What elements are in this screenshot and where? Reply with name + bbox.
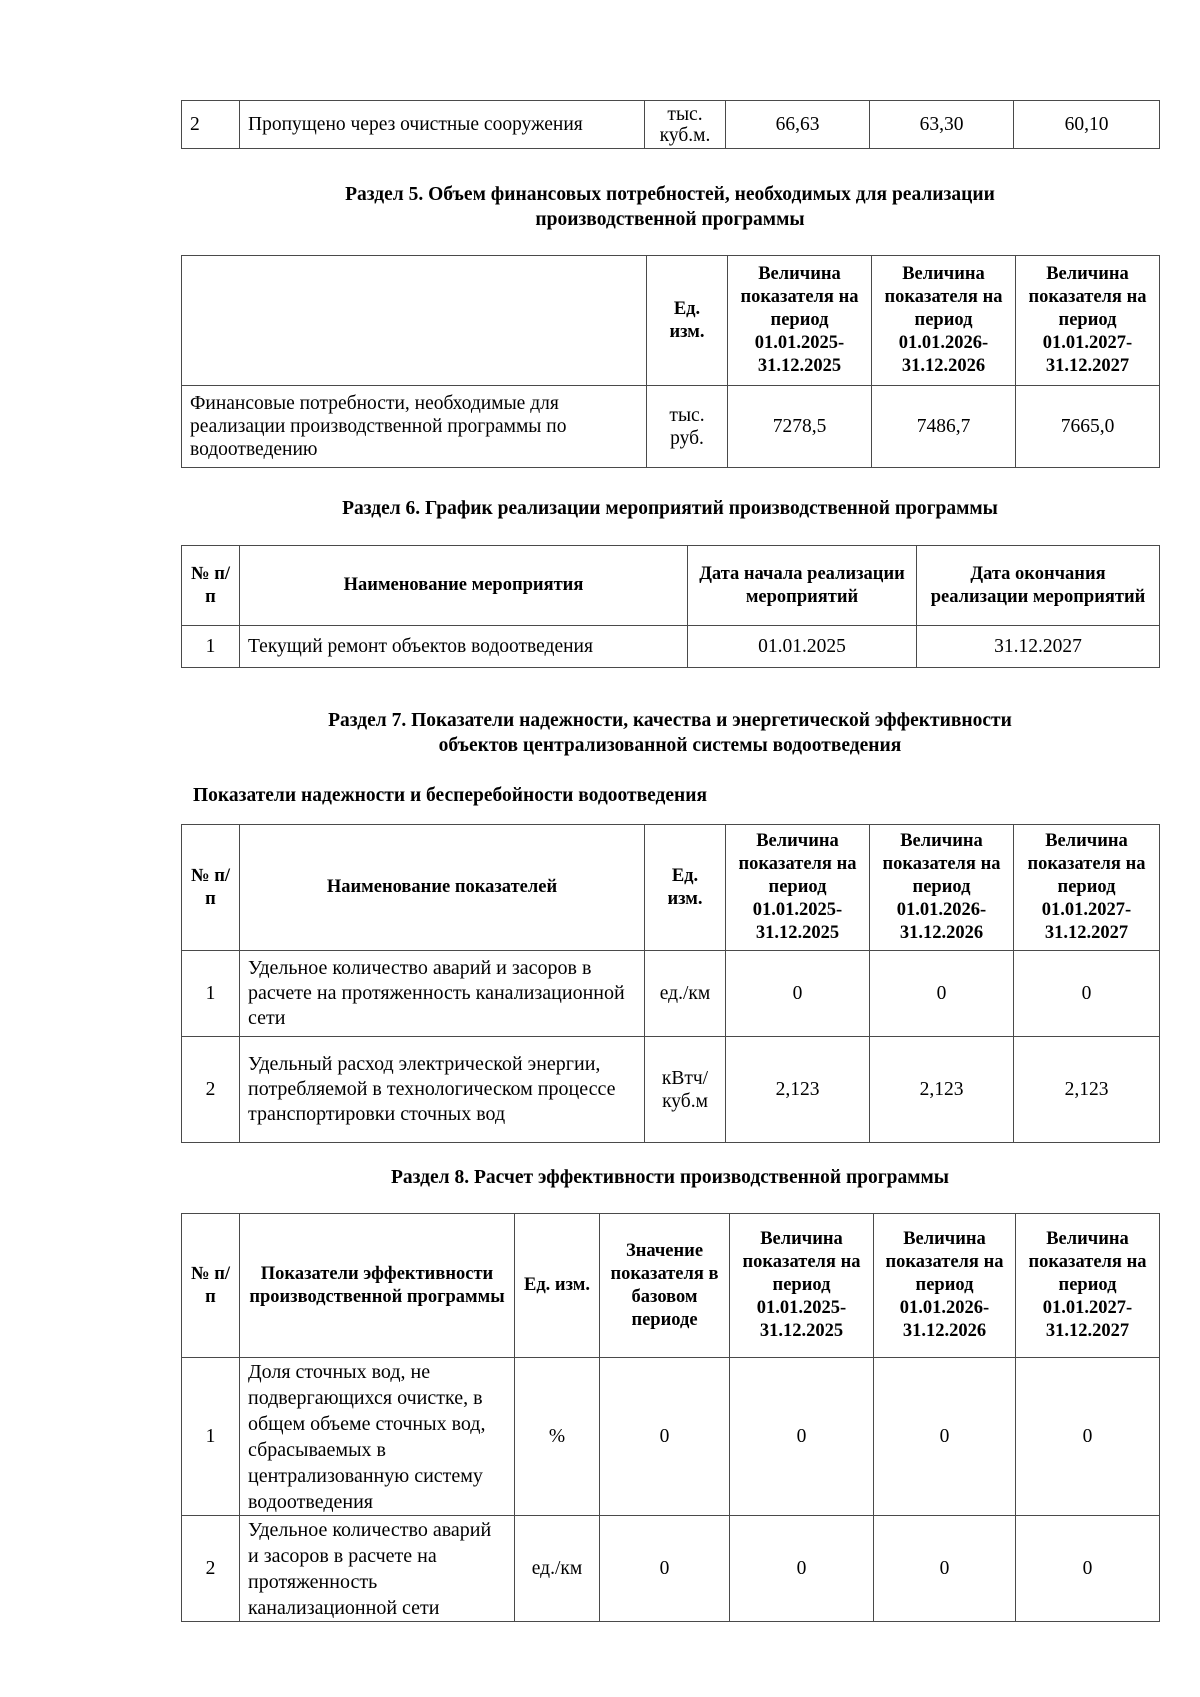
header-period-2025: Величина показателя на период 01.01.2025-31.12.2025 <box>728 256 872 386</box>
section5-title-line1: Раздел 5. Объем финансовых потребностей, необходимых для реализации <box>345 184 995 205</box>
section7-title <box>181 708 1159 758</box>
value-2027: 60,10 <box>1014 101 1160 149</box>
section8-table <box>181 1213 1160 1622</box>
table-row <box>182 951 1160 1037</box>
table-row <box>182 386 1160 468</box>
indicator-name: Доля сточных вод, не подвергающихся очистке, в общем объеме сточных вод, сбрасываемых в централизованную систему водоотведения <box>240 1358 515 1516</box>
table-row <box>182 101 1160 149</box>
unit-cell: кВтч/ куб.м <box>645 1037 726 1143</box>
unit-cell: ед./км <box>645 951 726 1037</box>
value-2027: 0 <box>1014 951 1160 1037</box>
header-indicator-name: Показатели эффективности производственной программы <box>240 1214 515 1358</box>
table-header-row <box>182 546 1160 626</box>
value-2027: 7665,0 <box>1016 386 1160 468</box>
value-2025: 66,63 <box>726 101 870 149</box>
unit-cell: тыс. руб. <box>647 386 728 468</box>
event-name: Текущий ремонт объектов водоотведения <box>240 626 688 668</box>
row-number: 1 <box>182 951 240 1037</box>
value-2025: 7278,5 <box>728 386 872 468</box>
section6-title: Раздел 6. График реализации мероприятий производственной программы <box>342 498 998 519</box>
header-indicator-name: Наименование показателей <box>240 825 645 951</box>
previous-table <box>181 100 1160 149</box>
header-period-2027: Величина показателя на период 01.01.2027-31.12.2027 <box>1016 1214 1160 1358</box>
header-base-value: Значение показателя в базовом периоде <box>600 1214 730 1358</box>
indicator-name: Удельный расход электрической энергии, потребляемой в технологическом процессе транспортировки сточных вод <box>240 1037 645 1143</box>
indicator-name: Финансовые потребности, необходимые для реализации производственной программы по водоотведению <box>182 386 647 468</box>
header-number: № п/п <box>182 546 240 626</box>
value-2025: 2,123 <box>726 1037 870 1143</box>
start-date: 01.01.2025 <box>688 626 917 668</box>
header-event-name: Наименование мероприятия <box>240 546 688 626</box>
table-header-row <box>182 256 1160 386</box>
section7-title-line1: Раздел 7. Показатели надежности, качества и энергетической эффективности <box>328 710 1012 731</box>
table-row <box>182 1037 1160 1143</box>
header-period-2025: Величина показателя на период 01.01.2025-31.12.2025 <box>730 1214 874 1358</box>
header-period-2027: Величина показателя на период 01.01.2027-31.12.2027 <box>1014 825 1160 951</box>
header-period-2026: Величина показателя на период 01.01.2026-31.12.2026 <box>870 825 1014 951</box>
value-2027: 0 <box>1016 1358 1160 1516</box>
header-number: № п/п <box>182 825 240 951</box>
section5-title-line2: производственной программы <box>535 209 805 230</box>
header-period-2025: Величина показателя на период 01.01.2025-31.12.2025 <box>726 825 870 951</box>
value-2026: 2,123 <box>870 1037 1014 1143</box>
table-row <box>182 626 1160 668</box>
indicator-name: Удельное количество аварий и засоров в расчете на протяженность канализационной сети <box>240 951 645 1037</box>
value-2026: 0 <box>874 1358 1016 1516</box>
value-2025: 0 <box>726 951 870 1037</box>
row-number: 1 <box>182 626 240 668</box>
table-row <box>182 1516 1160 1622</box>
section5-table <box>181 255 1160 468</box>
value-2027: 0 <box>1016 1516 1160 1622</box>
value-2026: 63,30 <box>870 101 1014 149</box>
header-number: № п/п <box>182 1214 240 1358</box>
header-start-date: Дата начала реализации мероприятий <box>688 546 917 626</box>
row-number: 1 <box>182 1358 240 1516</box>
row-number: 2 <box>182 101 240 149</box>
value-2025: 0 <box>730 1358 874 1516</box>
header-end-date: Дата окончания реализации мероприятий <box>917 546 1160 626</box>
value-2027: 2,123 <box>1014 1037 1160 1143</box>
header-unit: Ед. изм. <box>645 825 726 951</box>
section5-title <box>181 182 1159 232</box>
value-2026: 7486,7 <box>872 386 1016 468</box>
header-period-2026: Величина показателя на период 01.01.2026-31.12.2026 <box>872 256 1016 386</box>
header-period-2027: Величина показателя на период 01.01.2027-31.12.2027 <box>1016 256 1160 386</box>
indicator-name: Удельное количество аварий и засоров в расчете на протяженность канализационной сети <box>240 1516 515 1622</box>
unit-cell: % <box>515 1358 600 1516</box>
base-value: 0 <box>600 1516 730 1622</box>
header-period-2026: Величина показателя на период 01.01.2026-31.12.2026 <box>874 1214 1016 1358</box>
row-number: 2 <box>182 1037 240 1143</box>
unit-cell: тыс. куб.м. <box>645 101 726 149</box>
value-2025: 0 <box>730 1516 874 1622</box>
table-header-row <box>182 825 1160 951</box>
header-unit: Ед. изм. <box>647 256 728 386</box>
section7-subtitle: Показатели надежности и бесперебойности водоотведения <box>193 785 708 806</box>
section7-title-line2: объектов централизованной системы водоотведения <box>438 735 902 756</box>
table-header-row <box>182 1214 1160 1358</box>
header-empty <box>182 256 647 386</box>
value-2026: 0 <box>870 951 1014 1037</box>
table-row <box>182 1358 1160 1516</box>
indicator-name: Пропущено через очистные сооружения <box>240 101 645 149</box>
row-number: 2 <box>182 1516 240 1622</box>
end-date: 31.12.2027 <box>917 626 1160 668</box>
section7-table <box>181 824 1160 1143</box>
header-unit: Ед. изм. <box>515 1214 600 1358</box>
value-2026: 0 <box>874 1516 1016 1622</box>
unit-cell: ед./км <box>515 1516 600 1622</box>
base-value: 0 <box>600 1358 730 1516</box>
section6-table <box>181 545 1160 668</box>
section8-title: Раздел 8. Расчет эффективности производственной программы <box>390 1167 950 1188</box>
